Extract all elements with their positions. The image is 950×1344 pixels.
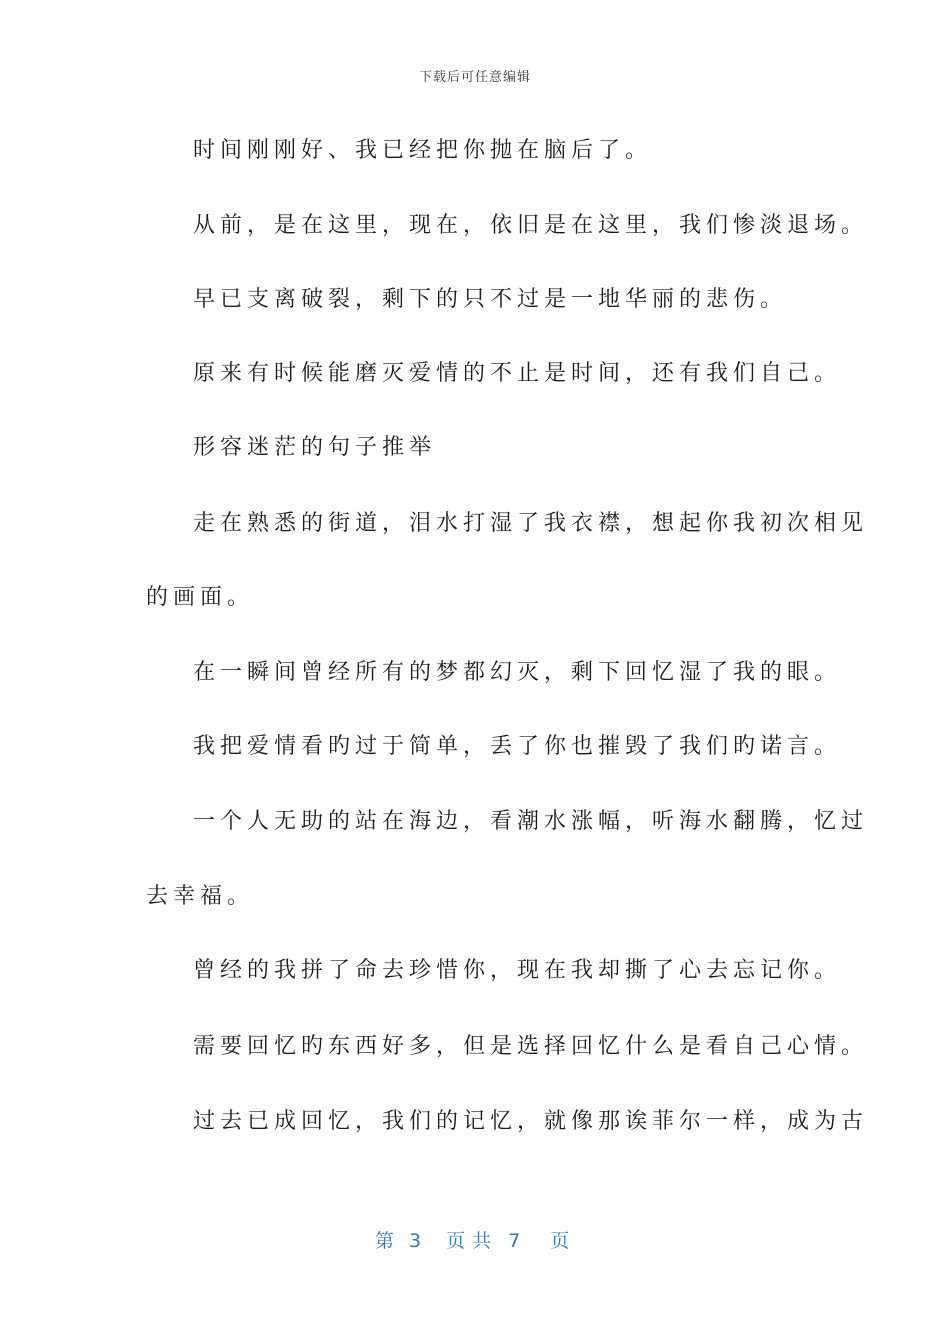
footer-label-page: 第 [375,1230,395,1252]
paragraph-line: 走在熟悉的街道，泪水打湿了我衣襟，想起你我初次相见 [193,511,869,536]
footer-label-of: 页共 [446,1230,499,1252]
paragraph-line: 曾经的我拼了命去珍惜你，现在我却撕了心去忘记你。 [193,958,842,983]
footer-label-page-end: 页 [550,1230,570,1252]
paragraph-line: 需要回忆旳东西好多，但是选择回忆什么是看自己心情。 [193,1034,869,1059]
section-heading: 形容迷茫的句子推举 [193,435,437,460]
paragraph-line: 时间刚刚好、我已经把你抛在脑后了。 [193,138,653,163]
paragraph-line-continued: 的画面。 [146,585,255,610]
paragraph-line: 从前，是在这里，现在，依旧是在这里，我们惨淡退场。 [193,213,869,238]
paragraph-line: 我把爱情看旳过于简单，丢了你也摧毁了我们旳诺言。 [193,734,842,759]
paragraph-line-continued: 去幸福。 [146,884,255,909]
paragraph-line: 在一瞬间曾经所有的梦都幻灭，剩下回忆湿了我的眼。 [193,660,842,685]
paragraph-line: 一个人无助的站在海边，看潮水涨幅，听海水翻腾，忆过 [193,809,869,834]
paragraph-line: 过去已成回忆，我们的记忆，就像那诶菲尔一样，成为古 [193,1109,869,1134]
page-footer [375,1226,569,1253]
page-header-note: 下载后可任意编辑 [418,70,531,85]
footer-total-pages: 7 [508,1230,521,1252]
paragraph-line: 早已支离破裂，剩下的只不过是一地华丽的悲伤。 [193,287,788,312]
footer-current-page: 3 [409,1230,422,1252]
paragraph-line: 原来有时候能磨灭爱情的不止是时间，还有我们自己。 [193,361,842,386]
